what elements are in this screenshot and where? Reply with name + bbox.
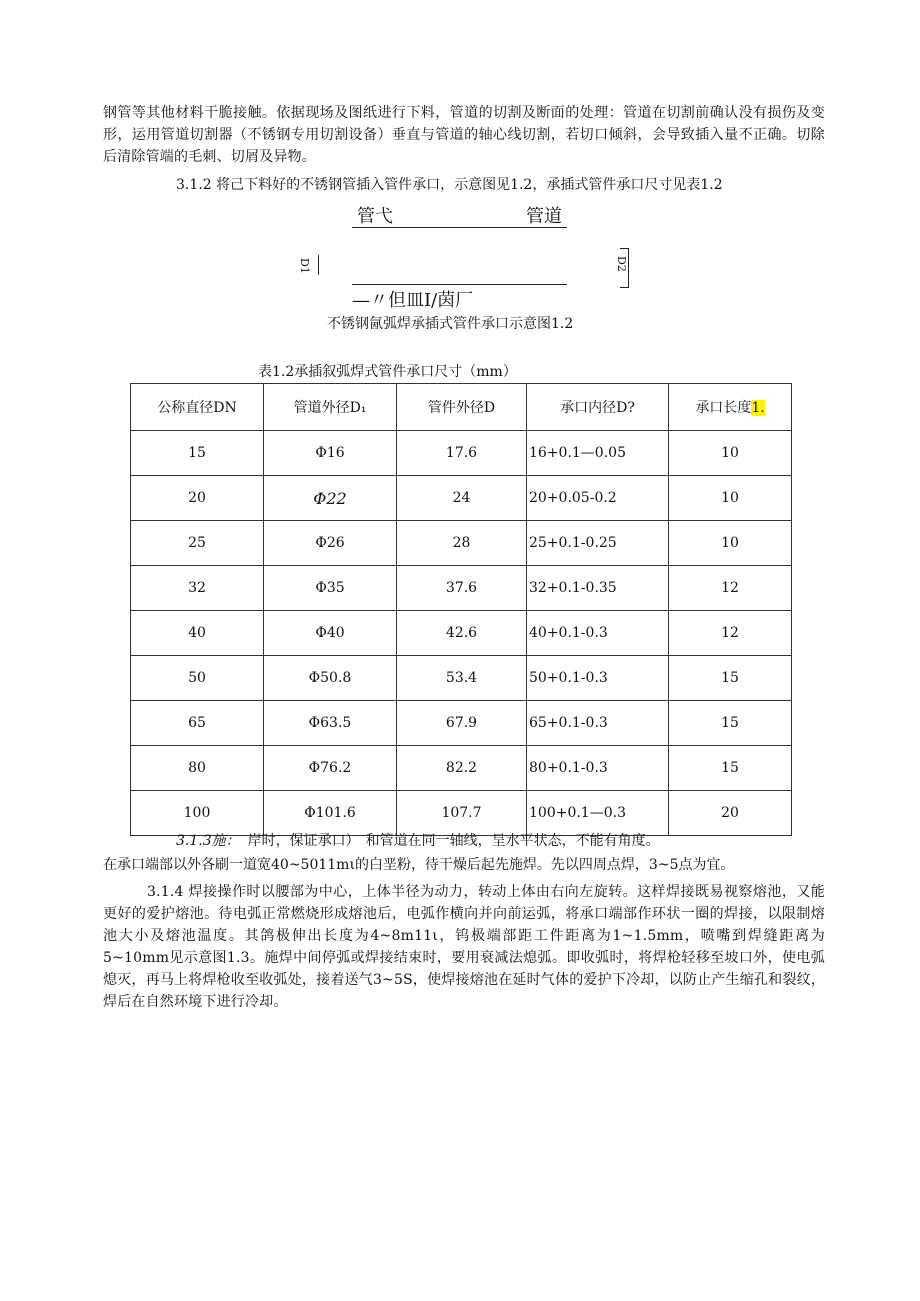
figure-d2-cap-top: [620, 248, 629, 249]
cell-socket-id: 20+0.05-0.2: [527, 476, 669, 521]
cell-socket-length: 15: [669, 746, 792, 791]
header-socket-length-text: 承口长度: [695, 400, 752, 416]
cell-pipe-od: Φ16: [264, 431, 397, 476]
header-highlight: 1.: [751, 400, 765, 416]
figure-label-d1: D1: [298, 258, 311, 274]
header-socket-id: 承口内径D?: [527, 384, 669, 431]
header-socket-length: [669, 384, 792, 431]
cell-socket-id: 100+0.1—0.3: [527, 791, 669, 836]
figure-top-line: [352, 227, 567, 228]
cell-socket-id: 25+0.1-0.25: [527, 521, 669, 566]
header-fitting-od: 管件外径D: [397, 384, 527, 431]
cell-socket-length: 20: [669, 791, 792, 836]
paragraph-intro: 钢管等其他材料干脆接触。依据现场及图纸进行下料，管道的切割及断面的处理：管道在切割前确认没有损伤及变形，运用管道切割器（不锈钢专用切割设备）垂直与管道的轴心线切割，若切口倾斜，会导致插入量不正确。切除后清除管端的毛刺、切屑及异物。: [103, 105, 825, 165]
table-row: [131, 746, 792, 791]
cell-fitting-od: 42.6: [397, 611, 527, 656]
cell-fitting-od: 28: [397, 521, 527, 566]
cell-dn: 50: [131, 656, 264, 701]
cell-fitting-od: 17.6: [397, 431, 527, 476]
table-row: [131, 431, 792, 476]
cell-pipe-od: Φ22: [264, 476, 397, 521]
cell-pipe-od: Φ26: [264, 521, 397, 566]
cell-socket-length: 12: [669, 566, 792, 611]
figure-d2-tick: [628, 248, 629, 288]
cell-dn: 20: [131, 476, 264, 521]
cell-pipe-od: Φ35: [264, 566, 397, 611]
cell-socket-length: 15: [669, 656, 792, 701]
section-3-1-2: 3.1.2 将己下料好的不锈钢管插入管件承口，示意图见1.2，承插式管件承口尺寸见表1.2: [176, 177, 723, 193]
cell-dn: 25: [131, 521, 264, 566]
table-header-row: [131, 384, 792, 431]
cell-fitting-od: 24: [397, 476, 527, 521]
table-row: [131, 611, 792, 656]
cell-fitting-od: 53.4: [397, 656, 527, 701]
cell-fitting-od: 37.6: [397, 566, 527, 611]
cell-pipe-od: Φ101.6: [264, 791, 397, 836]
table-row: [131, 701, 792, 746]
cell-pipe-od: Φ40: [264, 611, 397, 656]
cell-dn: 80: [131, 746, 264, 791]
section-3-1-3-part-c: 和管道在同一轴线，呈水平状态，不能有角度。: [365, 833, 660, 849]
cell-socket-id: 65+0.1-0.3: [527, 701, 669, 746]
cell-socket-id: 32+0.1-0.35: [527, 566, 669, 611]
table-row: [131, 791, 792, 836]
cell-dn: 40: [131, 611, 264, 656]
cell-dn: 100: [131, 791, 264, 836]
socket-dimension-table: [130, 383, 792, 836]
header-nominal-diameter: 公称直径DN: [131, 384, 264, 431]
cell-dn: 15: [131, 431, 264, 476]
cell-socket-length: 15: [669, 701, 792, 746]
table-row: [131, 656, 792, 701]
cell-socket-id: 40+0.1-0.3: [527, 611, 669, 656]
table-row: [131, 521, 792, 566]
cell-fitting-od: 67.9: [397, 701, 527, 746]
cell-pipe-od: Φ76.2: [264, 746, 397, 791]
table-row: [131, 566, 792, 611]
section-3-1-3: [176, 830, 660, 852]
figure-d1-tick: [318, 255, 319, 275]
section-3-1-3-part-b: 岸时，保证承口）: [247, 833, 360, 849]
header-pipe-od: 管道外径D₁: [264, 384, 397, 431]
cell-pipe-od: Φ50.8: [264, 656, 397, 701]
figure-caption: 不锈钢氤弧焊承插式管件承口示意图1.2: [327, 316, 574, 332]
figure-label-pipe: 管道: [526, 206, 562, 227]
table-row: [131, 476, 792, 521]
cell-dn: 32: [131, 566, 264, 611]
cell-fitting-od: 107.7: [397, 791, 527, 836]
figure-d2-cap-bottom: [620, 287, 629, 288]
figure-bottom-line: [352, 284, 567, 285]
table-caption: 表1.2承插叙弧焊式管件承口尺寸（mm）: [258, 364, 517, 380]
figure-label-bottom: —〃但皿Ⅰ/茵厂: [352, 290, 474, 311]
figure-label-fitting: 管弋: [357, 206, 393, 227]
cell-socket-id: 80+0.1-0.3: [527, 746, 669, 791]
cell-pipe-od: Φ63.5: [264, 701, 397, 746]
cell-socket-length: 10: [669, 476, 792, 521]
cell-socket-id: 16+0.1—0.05: [527, 431, 669, 476]
cell-fitting-od: 82.2: [397, 746, 527, 791]
cell-socket-length: 12: [669, 611, 792, 656]
cell-socket-length: 10: [669, 431, 792, 476]
section-3-1-3-number: 3.1.3施：: [176, 833, 240, 849]
section-3-1-4: 3.1.4 焊接操作时以腰部为中心，上体半径为动力，转动上体由右向左旋转。这样焊接既易视察熔池，又能更好的爱护熔池。待电弧正常燃烧形成熔池后，电弧作横向并向前运弧，将承口端部作环状一圈的焊接，以限制熔池大小及熔池温度。其鸽极伸出长度为4~8m11ι，钨极端部距工件距离为1~1.5mm，喷嘴到焊缝距离为5~10mm见示意图1.3。施焊中间停弧或焊接结束时，要用衰减法熄弧。即收弧时，将焊枪轻移至坡口外，使电弧熄灭，再马上将焊枪收至收弧处，接着送气3~5S，使焊接熔池在延时气体的爱护下冷却，以防止产生缩孔和裂纹，焊后在自然环境下进行冷却。: [103, 884, 825, 1010]
cell-socket-length: 10: [669, 521, 792, 566]
cell-socket-id: 50+0.1-0.3: [527, 656, 669, 701]
section-3-1-3-line-2: 在承口端部以外各刷一道宽40~5011mι的白垩粉，待干燥后起先施焊。先以四周点焊，3~5点为宜。: [103, 857, 735, 873]
figure-label-d2: D2: [615, 256, 628, 272]
cell-dn: 65: [131, 701, 264, 746]
